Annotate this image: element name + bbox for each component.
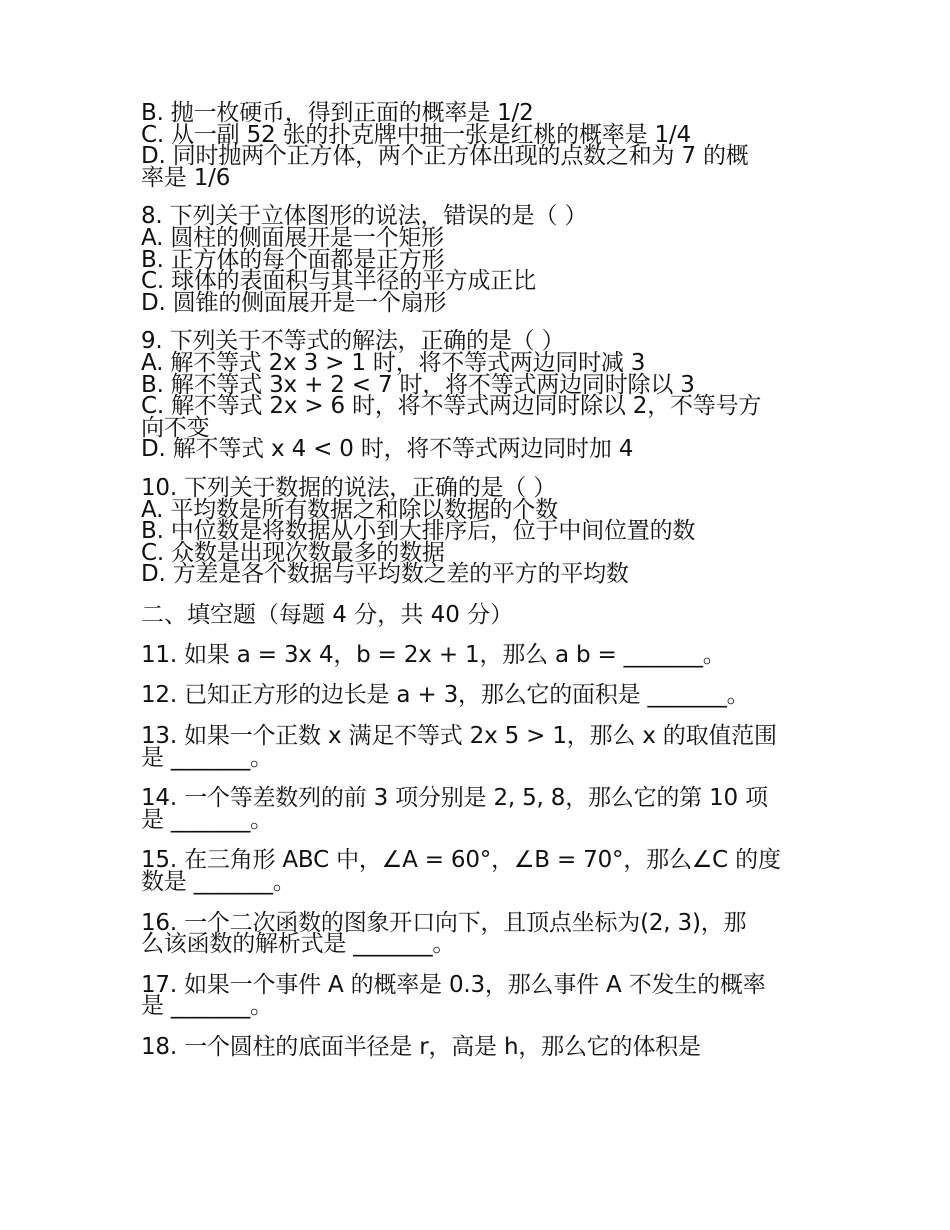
question-text: 是 _______。 xyxy=(141,744,273,771)
fill-question-14 xyxy=(141,785,821,833)
question-text: 15. 在三角形 ABC 中，∠A = 60°，∠B = 70°，那么∠C 的度 xyxy=(141,847,781,874)
question-block-9 xyxy=(141,328,821,463)
option-line: D. 解不等式 x 4 < 0 时，将不等式两边同时加 4 xyxy=(141,436,634,463)
question-text: 17. 如果一个事件 A 的概率是 0.3，那么事件 A 不发生的概率 xyxy=(141,971,766,998)
fill-question-12 xyxy=(141,682,821,709)
option-line: 向不变 xyxy=(141,414,210,441)
fill-question-16 xyxy=(141,909,821,958)
question-text: 9. 下列关于不等式的解法，正确的是（ ） xyxy=(141,328,565,355)
option-line: B. 解不等式 3x + 2 < 7 时，将不等式两边同时除以 3 xyxy=(141,371,695,398)
question-text: 14. 一个等差数列的前 3 项分别是 2, 5, 8，那么它的第 10 项 xyxy=(141,785,768,812)
option-line: C. 解不等式 2x > 6 时，将不等式两边同时除以 2，不等号方 xyxy=(141,393,762,420)
question-text: 10. 下列关于数据的说法，正确的是（ ） xyxy=(141,474,556,501)
option-line: C. 球体的表面积与其半径的平方成正比 xyxy=(141,268,536,295)
option-line: B. 中位数是将数据从小到大排序后，位于中间位置的数 xyxy=(141,518,696,545)
document-page xyxy=(141,100,821,1078)
option-line: A. 平均数是所有数据之和除以数据的个数 xyxy=(141,496,558,523)
option-line: C. 众数是出现次数最多的数据 xyxy=(141,539,445,566)
question-text: 11. 如果 a = 3x 4，b = 2x + 1，那么 a b = _______。 xyxy=(141,641,726,668)
fill-question-13 xyxy=(141,723,821,771)
fill-question-15 xyxy=(141,847,821,896)
option-line: D. 同时抛两个正方体，两个正方体出现的点数之和为 7 的概 xyxy=(141,143,749,170)
question-text: 12. 已知正方形的边长是 a + 3，那么它的面积是 _______。 xyxy=(141,682,750,709)
option-line: B. 抛一枚硬币，得到正面的概率是 1/2 xyxy=(141,100,534,126)
option-line: B. 正方体的每个面都是正方形 xyxy=(141,246,445,273)
option-line: C. 从一副 52 张的扑克牌中抽一张是红桃的概率是 1/4 xyxy=(141,121,691,148)
section-heading: 二、填空题（每题 4 分，共 40 分） xyxy=(141,601,514,628)
option-line: D. 方差是各个数据与平均数之差的平方的平均数 xyxy=(141,561,629,588)
question-text: 是 _______。 xyxy=(141,993,273,1020)
question-block-10 xyxy=(141,474,821,588)
option-line: A. 圆柱的侧面展开是一个矩形 xyxy=(141,224,444,251)
question-text: 16. 一个二次函数的图象开口向下，且顶点坐标为(2, 3)，那 xyxy=(141,909,747,936)
fill-question-18 xyxy=(141,1034,821,1060)
question-text: 数是 _______。 xyxy=(141,869,296,896)
question-text: 18. 一个圆柱的底面半径是 r，高是 h，那么它的体积是 xyxy=(141,1034,701,1060)
question-text: 13. 如果一个正数 x 满足不等式 2x 5 > 1，那么 x 的取值范围 xyxy=(141,723,777,750)
question-block-8 xyxy=(141,203,821,316)
fill-question-17 xyxy=(141,971,821,1020)
option-line: D. 圆锥的侧面展开是一个扇形 xyxy=(141,289,447,316)
option-line: A. 解不等式 2x 3 > 1 时，将不等式两边同时减 3 xyxy=(141,349,646,376)
option-line: 率是 1/6 xyxy=(141,164,231,191)
question-text: 是 _______。 xyxy=(141,806,273,833)
question-text: 8. 下列关于立体图形的说法，错误的是（ ） xyxy=(141,203,588,230)
question-block-7 xyxy=(141,100,821,191)
fill-question-11 xyxy=(141,641,821,668)
question-text: 么该函数的解析式是 _______。 xyxy=(141,931,456,958)
